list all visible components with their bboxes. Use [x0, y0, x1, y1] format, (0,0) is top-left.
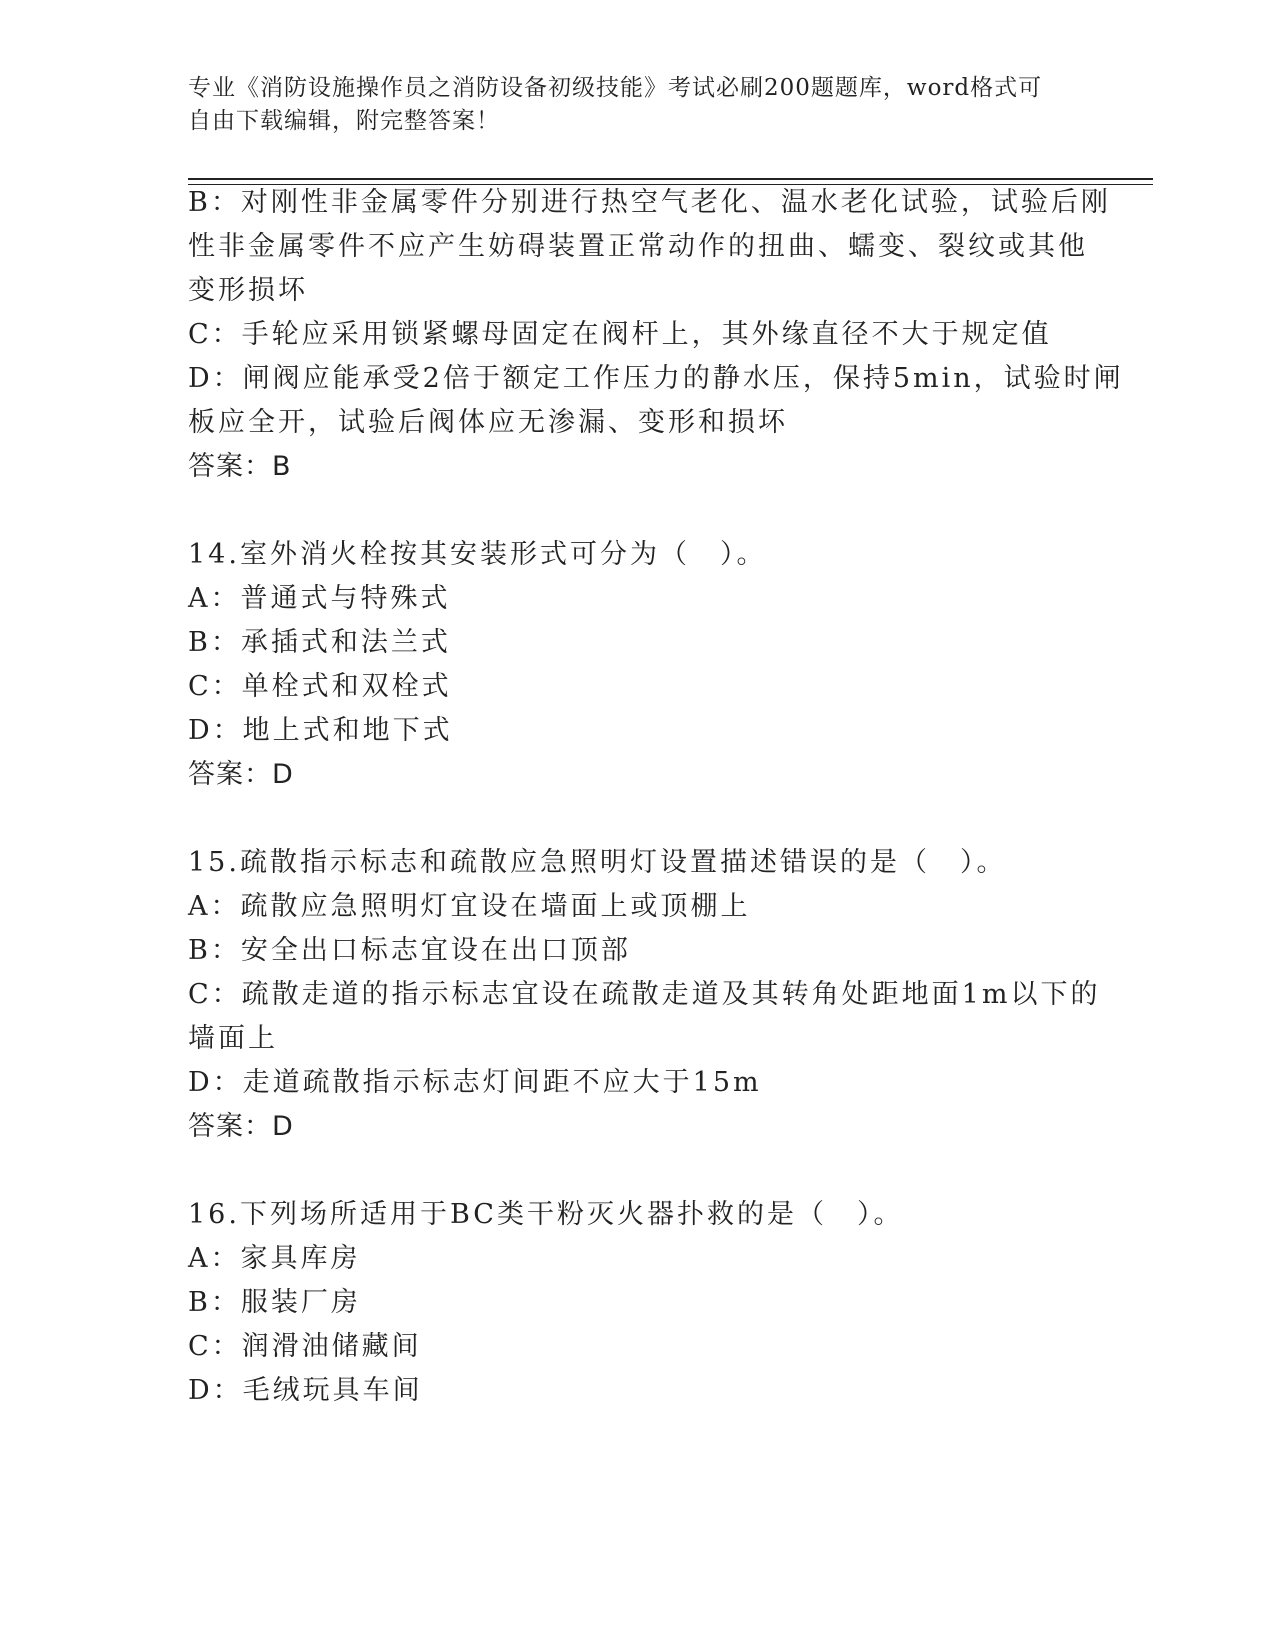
q15-option-d: D：走道疏散指示标志灯间距不应大于15m: [188, 1067, 762, 1098]
header-line-2: 自由下载编辑，附完整答案！: [188, 108, 500, 134]
q16-option-d: D：毛绒玩具车间: [188, 1375, 423, 1406]
q14-option-c: C：单栓式和双栓式: [188, 671, 452, 702]
q14-question: 14.室外消火栓按其安装形式可分为（ ）。: [188, 539, 767, 570]
q13-option-d-line-2: 板应全开，试验后阀体应无渗漏、变形和损坏: [188, 407, 788, 438]
q15-option-c-line-1: C：疏散走道的指示标志宜设在疏散走道及其转角处距地面1m以下的: [188, 979, 1101, 1010]
q13-option-d-line-1: D：闸阀应能承受2倍于额定工作压力的静水压，保持5min，试验时闸: [188, 363, 1124, 394]
q16-option-c: C：润滑油储藏间: [188, 1331, 422, 1362]
q13-answer: 答案：B: [188, 451, 292, 482]
q14-option-b: B：承插式和法兰式: [188, 627, 451, 658]
document-header: [188, 72, 1068, 138]
q15-option-b: B：安全出口标志宜设在出口顶部: [188, 935, 631, 966]
q16-option-a: A：家具库房: [188, 1243, 361, 1274]
q13-option-b-line-2: 性非金属零件不应产生妨碍装置正常动作的扭曲、蠕变、裂纹或其他: [188, 231, 1088, 262]
header-line-1: 专业《消防设施操作员之消防设备初级技能》考试必刷200题题库，word格式可: [188, 75, 1043, 101]
q16-option-b: B：服装厂房: [188, 1287, 361, 1318]
q13-option-b-line-1: B：对刚性非金属零件分别进行热空气老化、温水老化试验，试验后刚: [188, 187, 1111, 218]
q13-option-b-line-3: 变形损坏: [188, 275, 308, 306]
q14-option-a: A：普通式与特殊式: [188, 583, 451, 614]
q16-question: 16.下列场所适用于BC类干粉灭火器扑救的是（ ）。: [188, 1199, 904, 1230]
q15-option-a: A：疏散应急照明灯宜设在墙面上或顶棚上: [188, 891, 751, 922]
q14-answer: 答案：D: [188, 759, 294, 790]
q15-answer: 答案：D: [188, 1111, 294, 1142]
q13-option-c: C：手轮应采用锁紧螺母固定在阀杆上，其外缘直径不大于规定值: [188, 319, 1052, 350]
q15-option-c-line-2: 墙面上: [188, 1023, 278, 1054]
q14-option-d: D：地上式和地下式: [188, 715, 453, 746]
q15-question: 15.疏散指示标志和疏散应急照明灯设置描述错误的是（ ）。: [188, 847, 1007, 878]
